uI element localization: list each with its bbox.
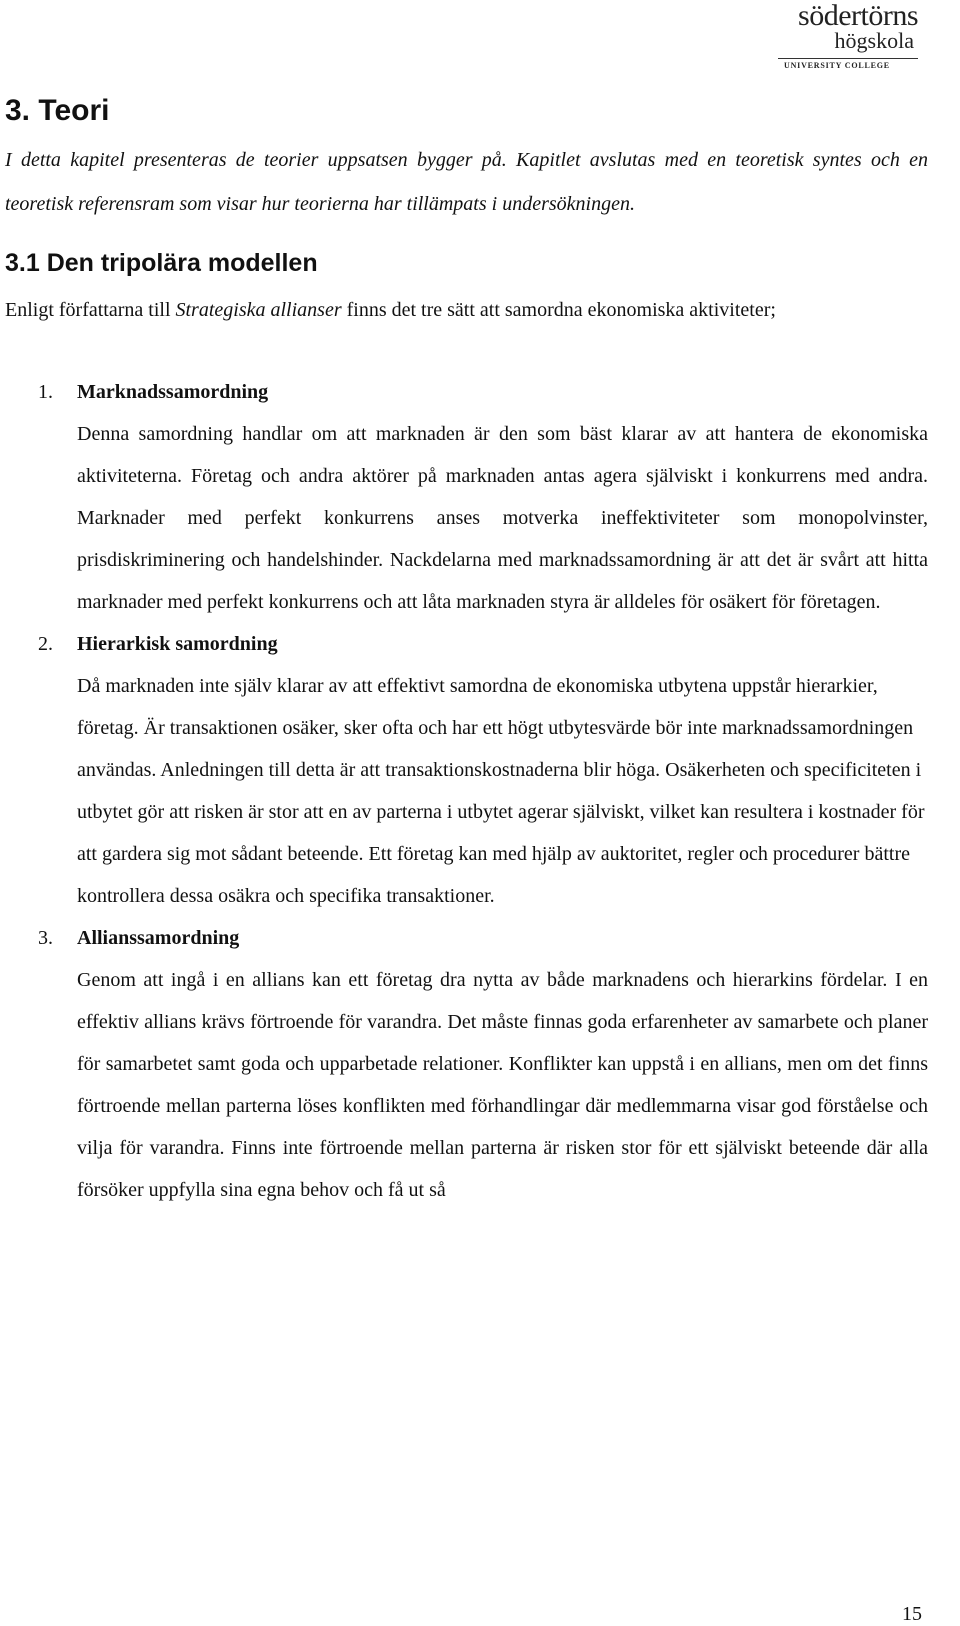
logo-line-1: södertörns xyxy=(798,0,918,32)
logo-line-3: UNIVERSITY COLLEGE xyxy=(784,61,890,70)
list-item-number: 3. xyxy=(38,927,53,949)
section-paragraph-end: finns det tre sätt att samordna ekonomiska aktiviteter; xyxy=(341,299,776,321)
section-paragraph xyxy=(5,290,928,331)
book-title: Strategiska allianser xyxy=(175,299,342,321)
list-item-body: Denna samordning handlar om att marknaden är den som bäst klarar av att hantera de ekonomiska aktiviteterna. Företag och andra aktörer på marknaden antas agera själviskt i konkurrens med andra. Marknader med perfekt konkurrens anses motverka ineffektiviteter som monopolvinster, prisdiskriminering och handelshinder. Nackdelarna med marknadssamordning är att det är svårt att hitta marknader med perfekt konkurrens och att låta marknaden styra är alldeles för osäkert för företagen. xyxy=(77,423,928,613)
section-heading: 3.1 Den tripolära modellen xyxy=(5,249,318,277)
chapter-intro: I detta kapitel presenteras de teorier uppsatsen bygger på. Kapitlet avslutas med en teoretisk syntes och en teoretisk referensram som visar hur teorierna har tillämpats i undersökningen. xyxy=(5,149,928,215)
list-item-body: Genom att ingå i en allians kan ett företag dra nytta av både marknadens och hierarkins fördelar. I en effektiv allians krävs förtroende för varandra. Det måste finnas goda erfarenheter av samarbete och planer för samarbetet samt goda och upparbetade relationer. Konflikter kan uppstå i en allians, men om det finns förtroende mellan parterna löses konflikten med förhandlingar där medlemmarna visar god förståelse och vilja för varandra. Finns inte förtroende mellan parterna är risken stor för ett själviskt beteende där alla försöker uppfylla sina egna behov och få ut så xyxy=(77,969,928,1201)
logo-divider xyxy=(778,58,918,59)
list-item xyxy=(5,623,928,917)
section-paragraph-start: Enligt författarna till xyxy=(5,299,176,321)
list-item-title: Marknadssamordning xyxy=(77,381,269,403)
list-item-number: 2. xyxy=(38,633,53,655)
university-logo xyxy=(778,2,918,70)
page-content xyxy=(5,92,928,1211)
list-item-number: 1. xyxy=(38,381,53,403)
list-item-body: Då marknaden inte själv klarar av att effektivt samordna de ekonomiska utbytena uppstår hierarkier, företag. Är transaktionen osäker, sker ofta och har ett högt utbytesvärde bör inte marknadssamordningen användas. Anledningen till detta är att transaktionskostnaderna blir höga. Osäkerheten och specificiteten i utbytet gör att risken är stor att en av parterna i utbytet agerar själviskt, vilket kan resultera i kostnader för att gardera sig mot sådant beteende. Ett företag kan med hjälp av auktoritet, regler och procedurer bättre kontrollera dessa osäkra och specifika transaktioner. xyxy=(77,675,925,907)
list-item xyxy=(5,917,928,1211)
page-number: 15 xyxy=(902,1603,922,1625)
chapter-heading: 3. Teori xyxy=(5,94,110,127)
list-item-title: Allianssamordning xyxy=(77,927,240,949)
list-item-title: Hierarkisk samordning xyxy=(77,633,278,655)
coordination-list xyxy=(5,371,928,1211)
logo-line-2: högskola xyxy=(834,28,914,53)
list-item xyxy=(5,371,928,623)
